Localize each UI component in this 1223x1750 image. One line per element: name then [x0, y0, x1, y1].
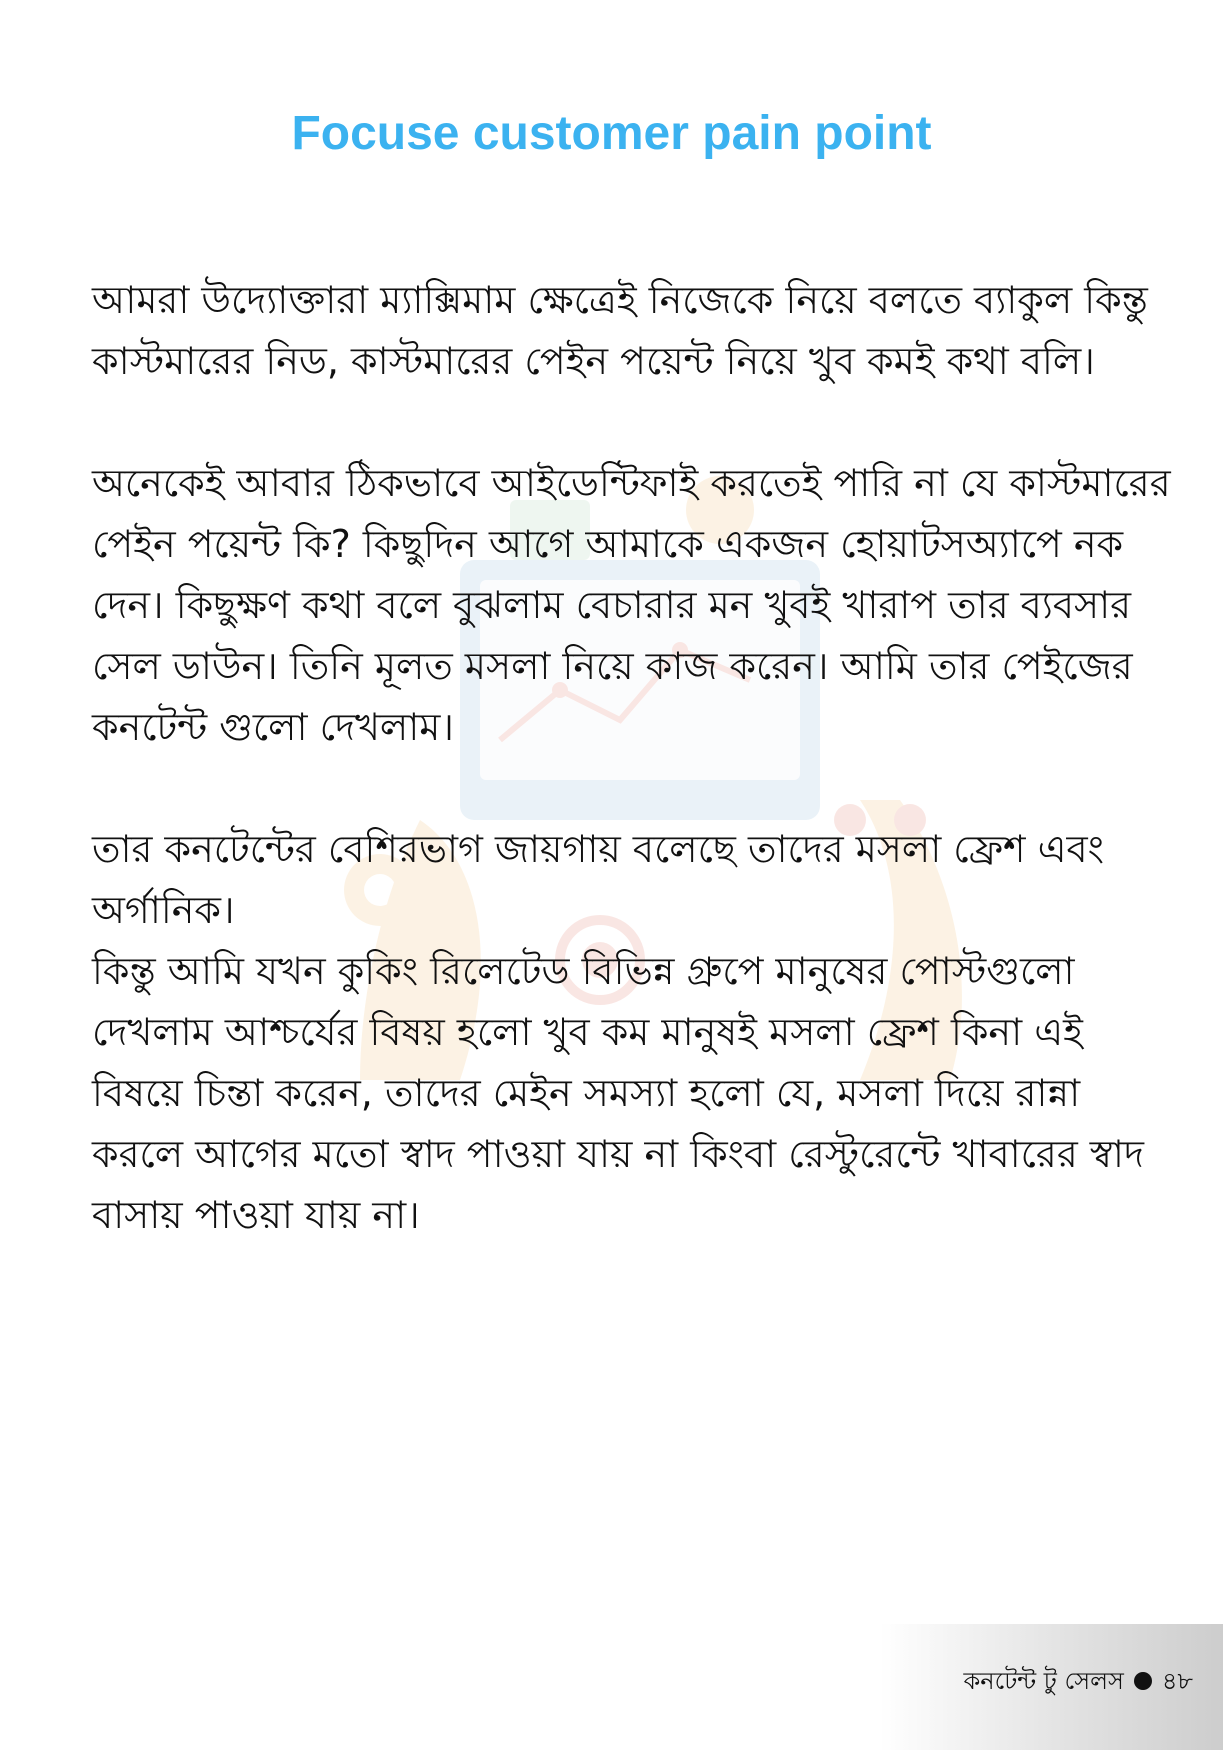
body-text [92, 270, 1172, 1246]
page-title: Focuse customer pain point [291, 107, 932, 160]
page-number: ৪৮ [1161, 1667, 1193, 1695]
footer-book-title: কনটেন্ট টু সেলস [963, 1667, 1124, 1695]
bullet-dot-icon [1134, 1672, 1152, 1690]
paragraph-2: অনেকেই আবার ঠিকভাবে আইডেন্টিফাই করতেই পারি না যে কাস্টমারের পেইন পয়েন্ট কি? কিছুদিন আগে আমাকে একজন হোয়াটসঅ্যাপে নক দেন। কিছুক্ষণ কথা বলে বুঝলাম বেচারার মন খুবই খারাপ তার ব্যবসার সেল ডাউন। তিনি মূলত মসলা নিয়ে কাজ করেন। আমি তার পেইজের কনটেন্ট গুলো দেখলাম। [92, 461, 1171, 749]
paragraph-1: আমরা উদ্যোক্তারা ম্যাক্সিমাম ক্ষেত্রেই নিজেকে নিয়ে বলতে ব্যাকুল কিন্তু কাস্টমারের নিড, কাস্টমারের পেইন পয়েন্ট নিয়ে খুব কমই কথা বলি। [92, 278, 1148, 383]
paragraph-3: তার কনটেন্টের বেশিরভাগ জায়গায় বলেছে তাদের মসলা ফ্রেশ এবং অর্গানিক। [92, 827, 1104, 932]
paragraph-4: কিন্তু আমি যখন কুকিং রিলেটেড বিভিন্ন গ্রুপে মানুষের পোস্টগুলো দেখলাম আশ্চর্যের বিষয় হলো খুব কম মানুষই মসলা ফ্রেশ কিনা এই বিষয়ে চিন্তা করেন, তাদের মেইন সমস্যা হলো যে, মসলা দিয়ে রান্না করলে আগের মতো স্বাদ পাওয়া যায় না কিংবা রেস্টুরেন্টে খাবারের স্বাদ বাসায় পাওয়া যায় না। [92, 949, 1144, 1237]
page-footer [963, 1665, 1193, 1697]
